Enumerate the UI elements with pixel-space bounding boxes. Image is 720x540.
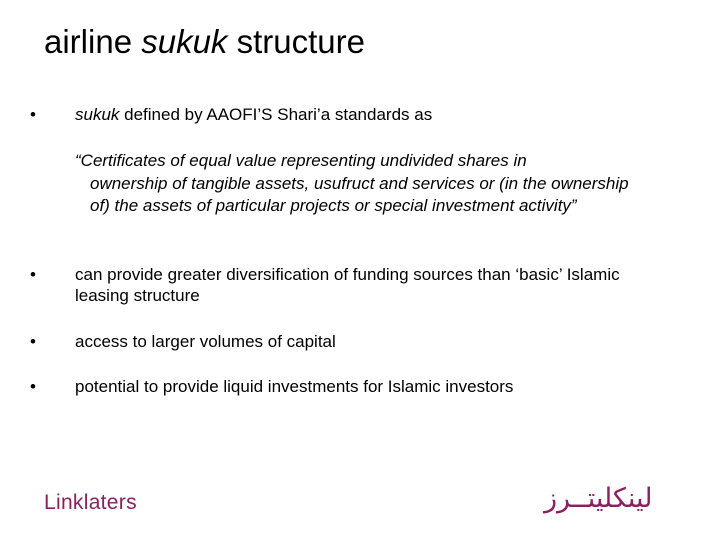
title-emphasis: sukuk [141,23,228,60]
bullet-marker: • [30,332,36,351]
quote-continuation: ownership of tangible assets, usufruct and services or (in the ownership of) the assets of particular projects or special investment activity” [90,173,629,215]
bullet-text: access to larger volumes of capital [75,332,336,351]
bullet-text [75,104,432,125]
bullet-marker: • [30,105,36,124]
bullet-text: can provide greater diversification of funding sources than ‘basic’ Islamic leasing structure [75,265,620,305]
slide-title [44,22,365,62]
bullet-emphasis: sukuk [75,105,120,124]
definition-quote [75,150,635,218]
bullet-marker: • [30,377,36,396]
bullet-text: potential to provide liquid investments for Islamic investors [75,377,514,396]
title-prefix: airline [44,23,142,60]
linklaters-logo: Linklaters [44,491,137,514]
title-suffix: structure [227,23,365,60]
bullet-text-rest: defined by AAOFI’S Shari’a standards as [119,105,433,124]
linklaters-arabic-logo: لينكليتــرز [544,483,653,514]
quote-first-line: “Certificates of equal value representing undivided shares in [75,151,527,170]
bullet-marker: • [30,265,36,284]
